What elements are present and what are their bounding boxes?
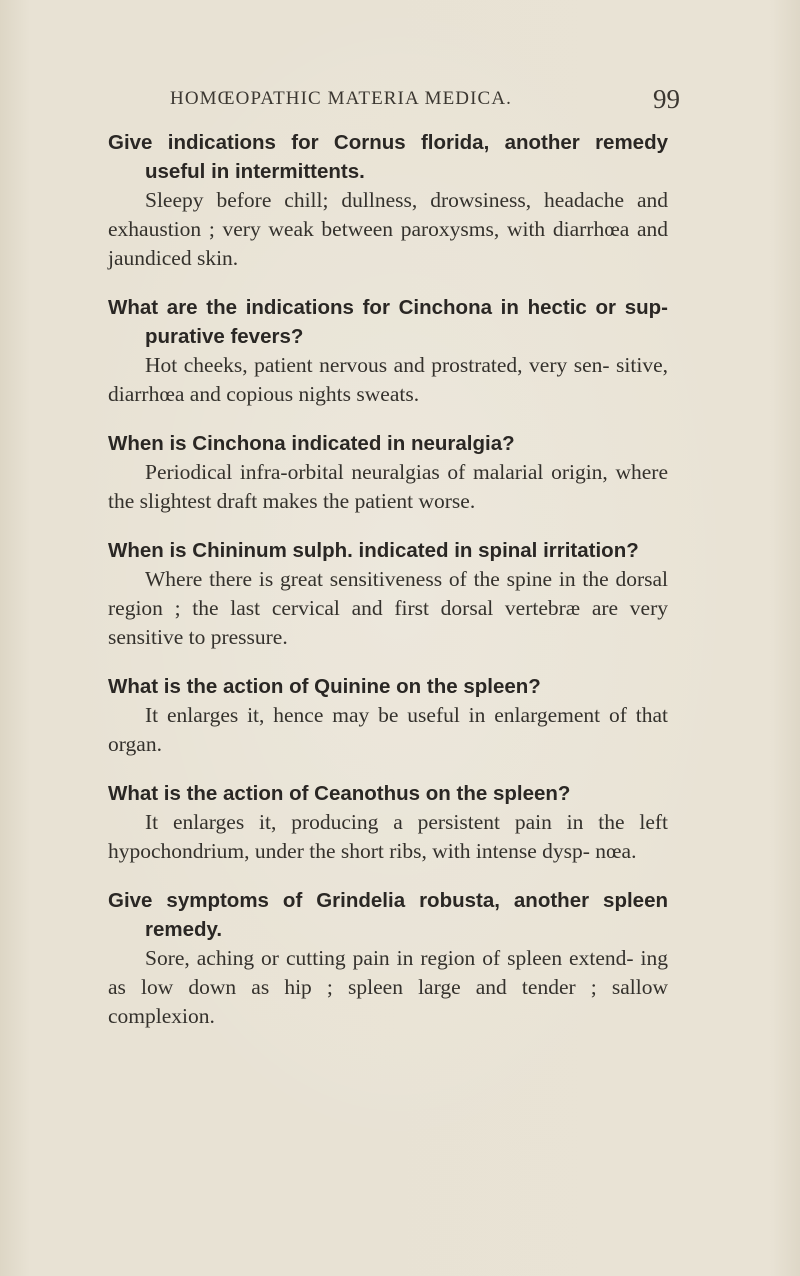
question: When is Chininum sulph. indicated in spinal irritation? xyxy=(108,539,639,562)
question: What are the indications for Cinchona in hectic or sup- purative fevers? xyxy=(108,296,668,348)
question: Give indications for Cornus florida, another remedy useful in intermittents. xyxy=(108,131,668,183)
qa-entry-cornus-florida xyxy=(108,128,668,273)
answer: Sleepy before chill; dullness, drowsiness, headache and exhaustion ; very weak between paroxysms, with diarrhœa and jaundiced skin. xyxy=(108,188,668,270)
question: When is Cinchona indicated in neuralgia? xyxy=(108,432,515,455)
running-title: HOMŒOPATHIC MATERIA MEDICA. xyxy=(170,88,513,109)
qa-entry-cinchona-fevers xyxy=(108,293,668,409)
question: What is the action of Ceanothus on the spleen? xyxy=(108,782,571,805)
question: What is the action of Quinine on the spleen? xyxy=(108,675,541,698)
qa-entry-grindelia-robusta xyxy=(108,886,668,1031)
page-content xyxy=(108,128,668,1051)
answer: Periodical infra-orbital neuralgias of malarial origin, where the slightest draft makes the patient worse. xyxy=(108,460,668,513)
answer: Sore, aching or cutting pain in region of spleen extend- ing as low down as hip ; spleen large and tender ; sallow complexion. xyxy=(108,946,668,1028)
qa-entry-chininum-sulph xyxy=(108,536,668,652)
qa-entry-cinchona-neuralgia xyxy=(108,429,668,516)
page-number: 99 xyxy=(653,84,680,114)
qa-entry-ceanothus-spleen xyxy=(108,779,668,866)
answer: Hot cheeks, patient nervous and prostrated, very sen- sitive, diarrhœa and copious nights sweats. xyxy=(108,353,668,406)
answer: Where there is great sensitiveness of the spine in the dorsal region ; the last cervical and first dorsal vertebræ are very sensitive to pressure. xyxy=(108,567,668,649)
question: Give symptoms of Grindelia robusta, another spleen remedy. xyxy=(108,889,668,941)
page-header xyxy=(170,84,680,120)
answer: It enlarges it, hence may be useful in enlargement of that organ. xyxy=(108,703,668,756)
qa-entry-quinine-spleen xyxy=(108,672,668,759)
answer: It enlarges it, producing a persistent pain in the left hypochondrium, under the short ribs, with intense dysp- nœa. xyxy=(108,810,668,863)
